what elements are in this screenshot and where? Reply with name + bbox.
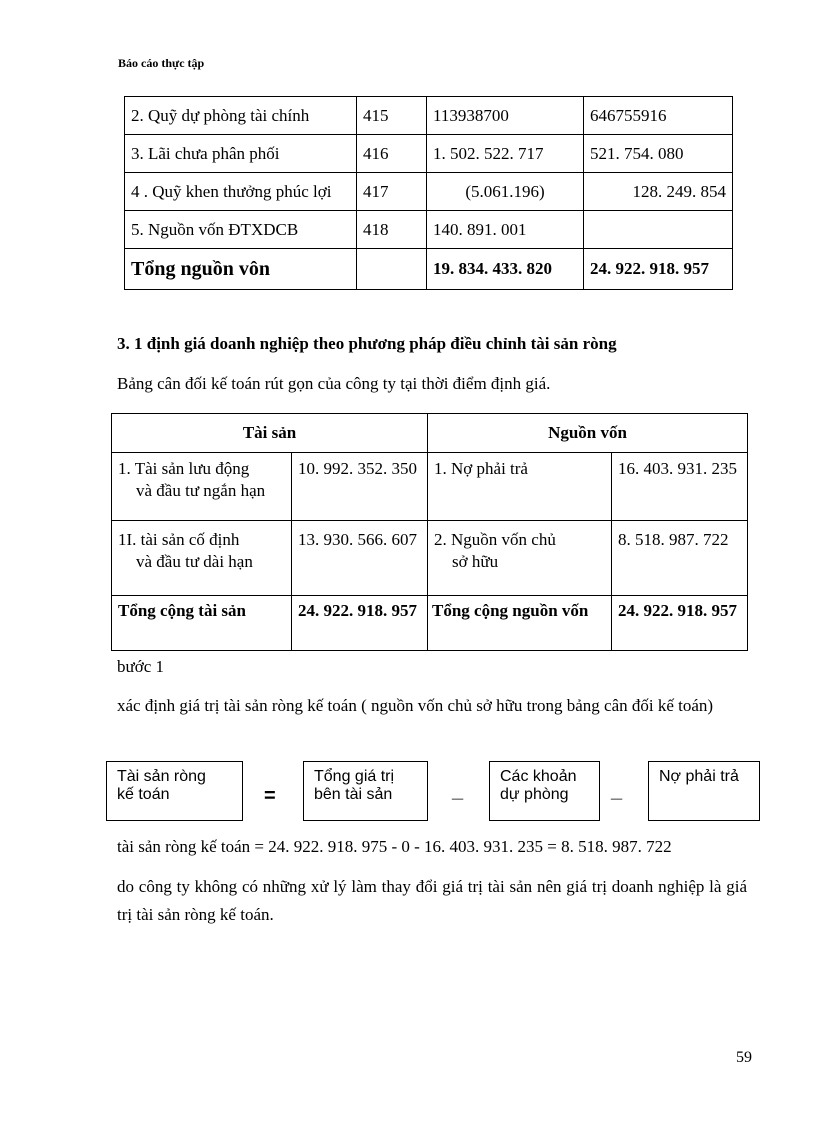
source-value: 8. 518. 987. 722 [612,521,748,596]
source-value: 16. 403. 931. 235 [612,453,748,521]
table-row [125,135,733,173]
calculation-text: tài sản ròng kế toán = 24. 922. 918. 975 - 0 - 16. 403. 931. 235 = 8. 518. 987. 722 [117,837,672,856]
total-code [357,249,427,290]
asset-name [112,453,292,521]
formula-box-liabilities [648,761,760,821]
item-name: 5. Nguồn vốn ĐTXDCB [125,211,357,249]
minus-sign: _ [452,780,464,802]
table-row [112,521,748,596]
source-name: 1. Nợ phải trả [428,453,612,521]
box-line-1: Tổng giá trị [314,768,395,785]
item-code: 415 [357,97,427,135]
asset-value: 13. 930. 566. 607 [292,521,428,596]
box-line-2: kế toán [117,786,170,803]
intro-text: Bảng cân đối kế toán rút gọn của công ty tại thời điểm định giá. [117,374,551,393]
equals-sign: = [264,785,276,807]
end-value: 128. 249. 854 [584,173,733,211]
item-name: 2. Quỹ dự phòng tài chính [125,97,357,135]
step-label: bước 1 [117,657,164,676]
item-code: 418 [357,211,427,249]
box-line-1: Nợ phải trả [659,768,739,785]
formula-box-total-assets [303,761,428,821]
conclusion-text: do công ty không có những xử lý làm thay đổi giá trị tài sản nên giá trị doanh nghiệp là giá trị tài sản ròng kế toán. [117,877,747,924]
asset-line-2: và đầu tư ngắn hạn [136,481,266,500]
asset-total-value: 24. 922. 918. 957 [292,596,428,651]
total-row [112,596,748,651]
asset-line-1: 1. Tài sản lưu động [118,459,250,478]
table-row [125,97,733,135]
asset-line-2: và đầu tư dài hạn [136,552,253,571]
table-header-row [112,414,748,453]
end-value: 646755916 [584,97,733,135]
item-name: 3. Lãi chưa phân phối [125,135,357,173]
source-total-label: Tổng cộng nguồn vốn [428,596,612,651]
begin-value: 140. 891. 001 [427,211,584,249]
table-row [125,211,733,249]
assets-header: Tài sản [112,414,428,453]
total-row [125,249,733,290]
section-title: 3. 1 định giá doanh nghiệp theo phương pháp điều chỉnh tài sản ròng [117,334,617,353]
capital-table [124,96,733,290]
end-value: 521. 754. 080 [584,135,733,173]
begin-value: 1. 502. 522. 717 [427,135,584,173]
box-line-1: Các khoản [500,768,577,785]
table-row [112,453,748,521]
total-end: 24. 922. 918. 957 [584,249,733,290]
source-line-2: sở hữu [452,552,499,571]
asset-name [112,521,292,596]
step-description: xác định giá trị tài sản ròng kế toán ( nguồn vốn chủ sở hữu trong bảng cân đối kế toán) [117,696,714,715]
total-begin: 19. 834. 433. 820 [427,249,584,290]
asset-value: 10. 992. 352. 350 [292,453,428,521]
box-line-2: bên tài sản [314,786,393,803]
item-code: 416 [357,135,427,173]
source-name [428,521,612,596]
total-label: Tổng nguồn vôn [125,249,357,290]
source-total-value: 24. 922. 918. 957 [612,596,748,651]
item-name: 4 . Quỹ khen thưởng phúc lợi [125,173,357,211]
sources-header: Nguồn vốn [428,414,748,453]
minus-sign: _ [611,780,623,802]
begin-value: (5.061.196) [427,173,584,211]
begin-value: 113938700 [427,97,584,135]
table-row [125,173,733,211]
balance-sheet-table [111,413,748,651]
document-header: Báo cáo thực tập [118,56,205,70]
asset-line-1: 1I. tài sản cố định [118,530,240,549]
page-number: 59 [736,1049,752,1066]
asset-total-label: Tổng cộng tài sản [112,596,292,651]
item-code: 417 [357,173,427,211]
formula-box-provisions [489,761,600,821]
formula-box-net-assets [106,761,243,821]
box-line-1: Tài sản ròng [117,768,206,785]
box-line-2: dự phòng [500,786,569,803]
end-value [584,211,733,249]
source-line-1: 2. Nguồn vốn chủ [434,530,556,549]
